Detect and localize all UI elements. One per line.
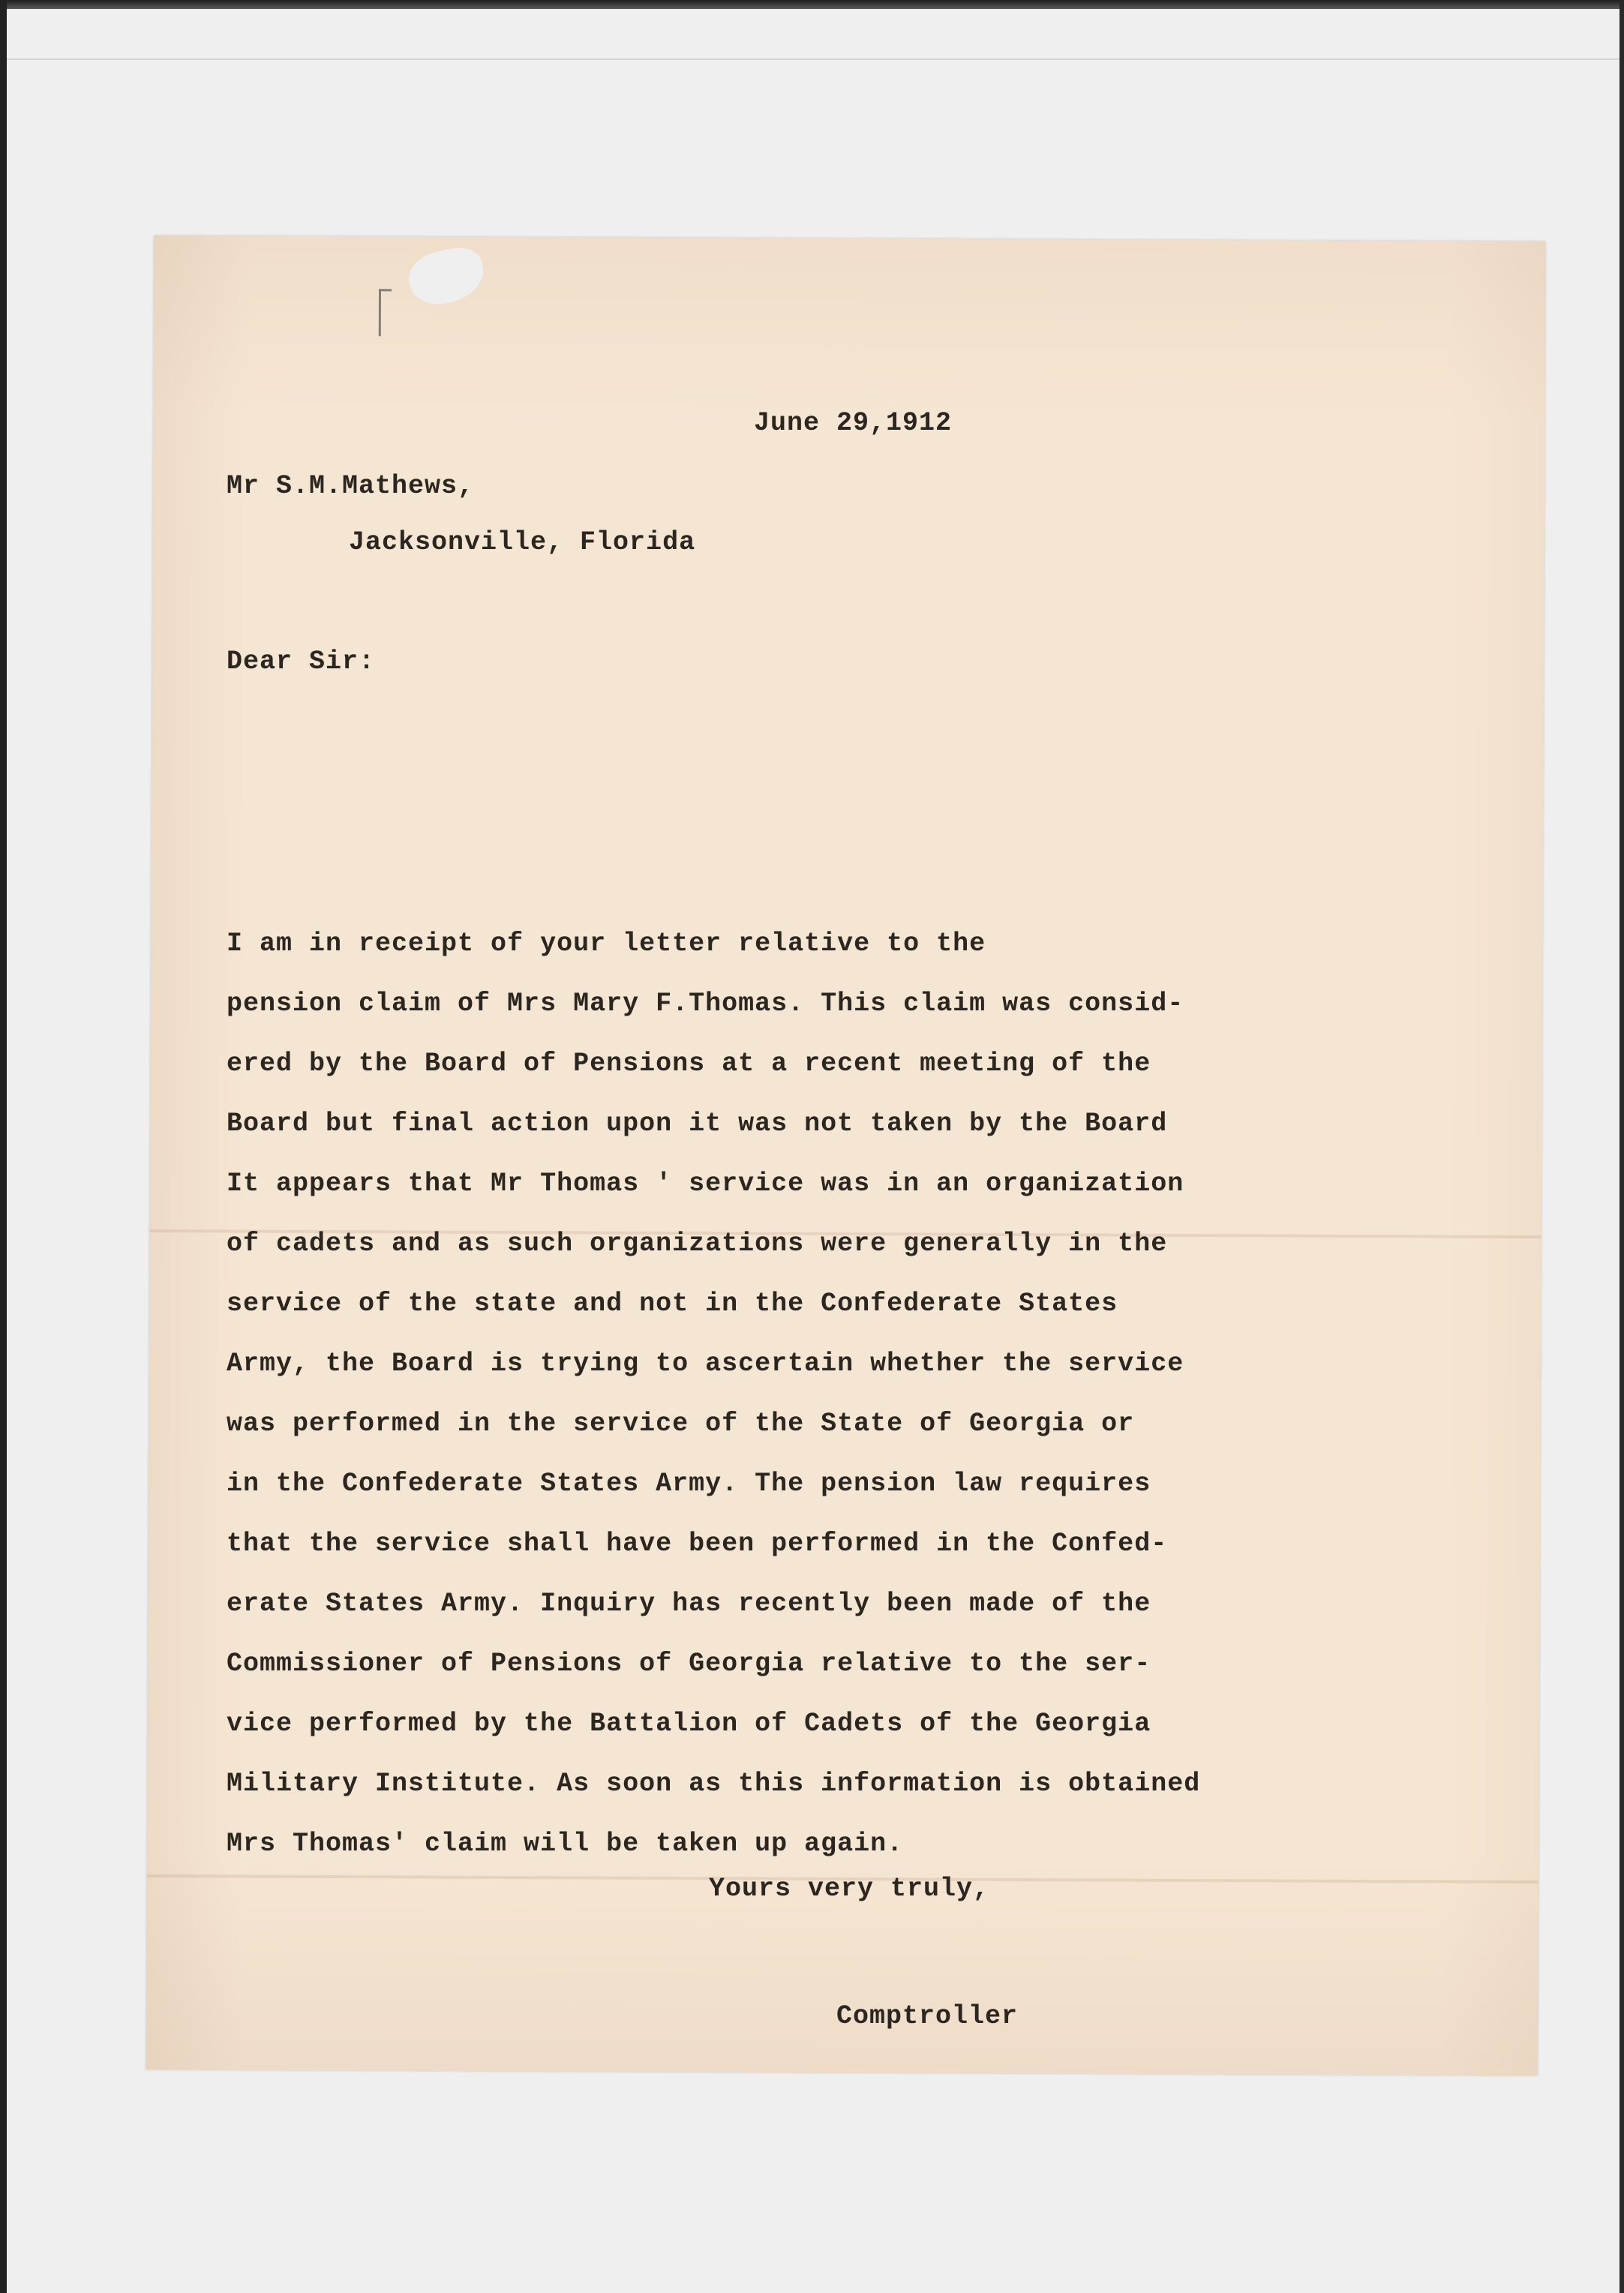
letter-date: June 29,1912 — [754, 408, 953, 438]
body-line: Mrs Thomas' claim will be taken up again. — [227, 1829, 904, 1859]
body-line: ered by the Board of Pensions at a recent meeting of the — [227, 1049, 1151, 1079]
letter-sheet — [146, 236, 1546, 2075]
scanner-frame-right — [1619, 0, 1624, 2293]
body-line: Military Institute. As soon as this information is obtained — [227, 1769, 1201, 1799]
closing: Yours very truly, — [709, 1874, 990, 1904]
body-line: of cadets and as such organizations were generally in the — [227, 1229, 1168, 1259]
body-line: erate States Army. Inquiry has recently been made of the — [227, 1589, 1151, 1619]
body-line: pension claim of Mrs Mary F.Thomas. This claim was consid- — [227, 989, 1184, 1019]
scanner-frame-left — [0, 0, 7, 2293]
paper-tear-mark — [379, 289, 392, 336]
body-line: Army, the Board is trying to ascertain whether the service — [227, 1349, 1184, 1379]
body-line: Commissioner of Pensions of Georgia relative to the ser- — [227, 1649, 1151, 1679]
body-line: It appears that Mr Thomas ' service was in an organization — [227, 1169, 1184, 1199]
recipient-city: Jacksonville, Florida — [349, 527, 696, 557]
recipient-name: Mr S.M.Mathews, — [227, 471, 475, 501]
salutation: Dear Sir: — [227, 647, 376, 677]
body-line: was performed in the service of the State of Georgia or — [227, 1409, 1135, 1439]
scanner-frame-top — [0, 0, 1624, 9]
signature-title: Comptroller — [836, 2001, 1019, 2031]
body-line: that the service shall have been performed in the Confed- — [227, 1529, 1168, 1559]
body-line: Board but final action upon it was not taken by the Board — [227, 1109, 1168, 1139]
body-line: I am in receipt of your letter relative to the — [227, 929, 986, 959]
body-line: in the Confederate States Army. The pension law requires — [227, 1469, 1151, 1499]
scanner-frame-line — [7, 59, 1619, 60]
body-line: vice performed by the Battalion of Cadets of the Georgia — [227, 1709, 1151, 1739]
body-line: service of the state and not in the Confederate States — [227, 1289, 1118, 1319]
paper-tear — [404, 243, 488, 310]
